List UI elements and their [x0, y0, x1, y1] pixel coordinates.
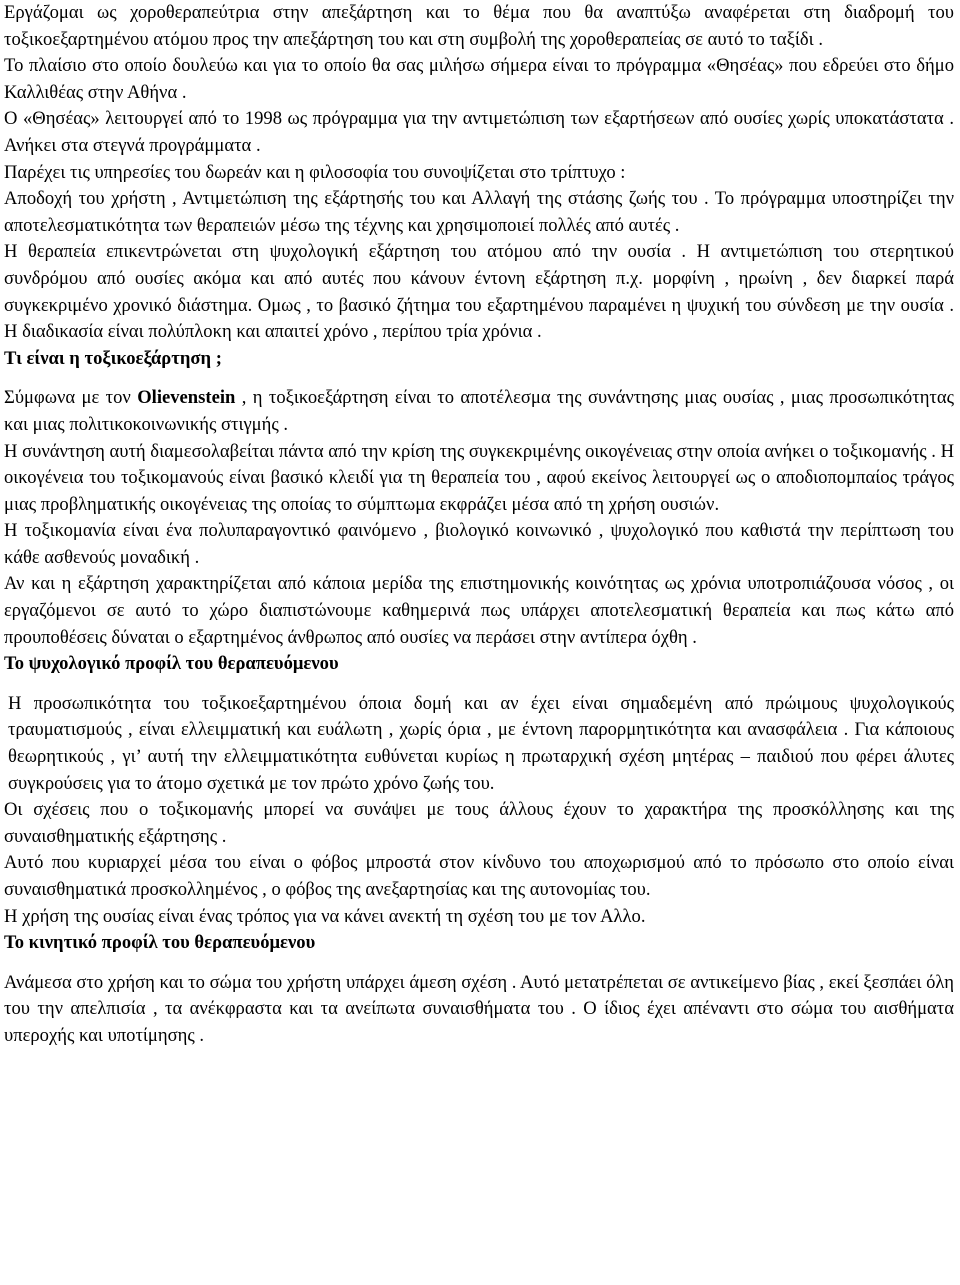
intro-paragraph-1: Εργάζομαι ως χοροθεραπεύτρια στην απεξάρτηση και το θέμα που θα αναπτύξω αναφέρεται στη διαδρομή του τοξικοεξαρτημένου ατόμου προς την απεξάρτηση του και στη συμβολή της χοροθεραπείας σε αυτό το ταξίδι .: [4, 2, 954, 50]
intro-paragraph-5: Αποδοχή του χρήστη , Αντιμετώπιση της εξάρτησής του και Αλλαγή της στάσης ζωής του . Το πρόγραμμα υποστηρίζει την αποτελεσματικότητα των θεραπειών μέσω της τέχνης και χρησιμοποιεί πολλές από αυτές .: [4, 188, 954, 236]
section-heading-toxicodependence: Τι είναι η τοξικοεξάρτηση ;: [4, 347, 222, 369]
intro-paragraph-2: Το πλαίσιο στο οποίο δουλεύω και για το οποίο θα σας μιλήσω σήμερα είναι το πρόγραμμα «Θησέας» που εδρεύει στο δήμο Καλλιθέας στην Αθήνα .: [4, 55, 954, 103]
author-name: Olievenstein: [137, 387, 236, 409]
section1-p1-after: , η τοξικοεξάρτηση είναι το αποτέλεσμα της συνάντησης μιας ουσίας , μιας προσωπικότητας και μιας πολιτικοκοινωνικής στιγμής .: [4, 387, 955, 435]
section-heading-psychological-profile: Το ψυχολογικό προφίλ του θεραπευόμενου: [4, 653, 339, 675]
section1-paragraph-2: Η συνάντηση αυτή διαμεσολαβείται πάντα από την κρίση της συγκεκριμένης οικογένειας στην οποία ανήκει ο τοξικομανής . Η οικογένεια του τοξικομανούς είναι βασικό κλειδί για τη θεραπεία του , αφού εκείνος λειτουργεί ως ο αποδιοπομπαίος τράγος μιας προβληματικής οικογένειας της οποίας το σύμπτωμα εκφράζει μέσα από τη χρήση ουσιών.: [4, 440, 954, 515]
intro-paragraph-6: Η θεραπεία επικεντρώνεται στη ψυχολογική εξάρτηση του ατόμου από την ουσία . Η αντιμετώπιση του στερητικού συνδρόμου από ουσίες ακόμα και από αυτές που κάνουν έντονη εξάρτηση π.χ. μορφίνη , ηρωίνη , δεν διαρκεί παρά συγκεκριμένο χρονικό διάστημα. Ομως , το βασικό ζήτημα του εξαρτημένου παραμένει η ψυχική του σύνδεση με την ουσία . Η διαδικασία είναι πολύπλοκη και απαιτεί χρόνο , περίπου τρία χρόνια .: [4, 241, 954, 343]
intro-paragraph-4: Παρέχει τις υπηρεσίες του δωρεάν και η φιλοσοφία του συνοψίζεται στο τρίπτυχο :: [4, 161, 626, 183]
section-heading-kinetic-profile: Το κινητικό προφίλ του θεραπευόμενου: [4, 932, 316, 954]
section1-p1-before: Σύμφωνα με τον: [4, 387, 138, 409]
section2-paragraph-1: Η προσωπικότητα του τοξικοεξαρτημένου όποια δομή και αν έχει είναι σημαδεμένη από πρώιμους ψυχολογικούς τραυματισμούς , είναι ελλειμματική και ευάλωτη , χωρίς όρια , με έντονη παρορμητικότητα και ανασφάλεια . Για κάποιους θεωρητικούς , γι’ αυτή την ελλειμματικότητα ευθύνεται κυρίως η πρωταρχική σχέση μητέρας – παιδιού που φέρει άλυτες συγκρούσεις για το άτομο σχετικά με τον πρώτο χρόνο ζωής του.: [8, 692, 954, 794]
section1-paragraph-4: Αν και η εξάρτηση χαρακτηρίζεται από κάποια μερίδα της επιστημονικής κοινότητας ως χρόνια υποτροπιάζουσα νόσος , οι εργαζόμενοι σε αυτό το χώρο διαπιστώνουμε καθημερινά πως υπάρχει αποτελεσματική θεραπεία και πως κάτω από προυποθέσεις δύναται ο εξαρτημένος άνθρωπος από ουσίες να περάσει στην αντίπερα όχθη .: [4, 573, 954, 648]
section2-paragraph-3: Αυτό που κυριαρχεί μέσα του είναι ο φόβος μπροστά στον κίνδυνο του αποχωρισμού από το πρόσωπο στο οποίο είναι συναισθηματικά προσκολλημένος , ο φόβος της ανεξαρτησίας και της αυτονομίας του.: [4, 852, 954, 900]
section3-paragraph-1: Ανάμεσα στο χρήση και το σώμα του χρήστη υπάρχει άμεση σχέση . Αυτό μετατρέπεται σε αντικείμενο βίας , εκεί ξεσπάει όλη του την απελπισία , τα ανέκφραστα και τα ανείπωτα συναισθήματα του . Ο ίδιος έχει απέναντι στο σώμα του αισθήματα υπεροχής και υποτίμησης .: [4, 971, 954, 1046]
section2-paragraph-4: Η χρήση της ουσίας είναι ένας τρόπος για να κάνει ανεκτή τη σχέση του με τον Αλλο.: [4, 905, 646, 927]
intro-paragraph-3: Ο «Θησέας» λειτουργεί από το 1998 ως πρόγραμμα για την αντιμετώπιση των εξαρτήσεων από ουσίες χωρίς υποκατάστατα . Ανήκει στα στεγνά προγράμματα .: [4, 108, 954, 156]
section2-paragraph-2: Οι σχέσεις που ο τοξικομανής μπορεί να συνάψει με τους άλλους έχουν το χαρακτήρα της προσκόλλησης και της συναισθηματικής εξάρτησης .: [4, 799, 954, 847]
section1-paragraph-3: Η τοξικομανία είναι ένα πολυπαραγοντικό φαινόμενο , βιολογικό κοινωνικό , ψυχολογικό που καθιστά την περίπτωση του κάθε ασθενούς μοναδική .: [4, 520, 954, 568]
section1-paragraph-1: [4, 385, 954, 438]
